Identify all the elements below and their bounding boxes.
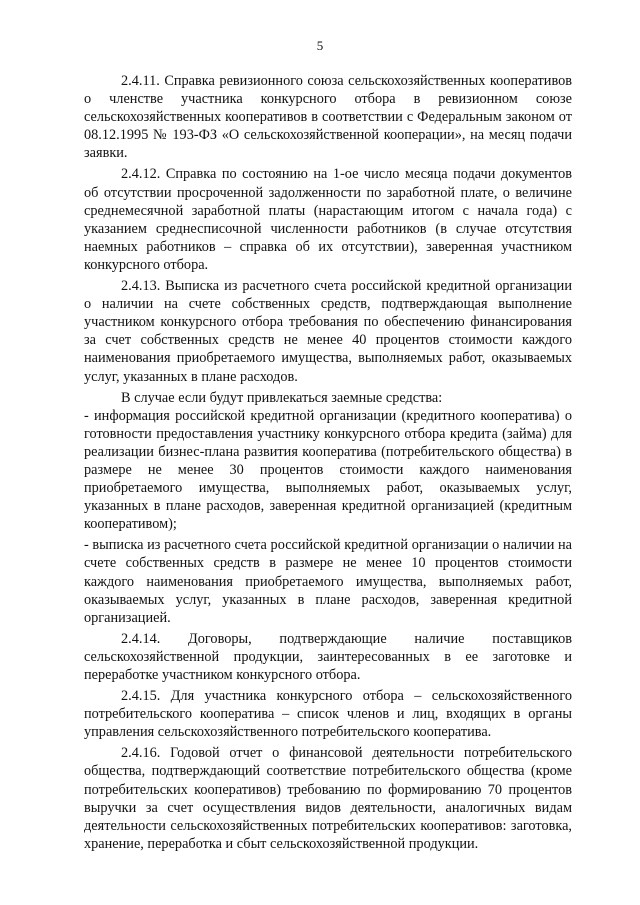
paragraph-2-4-13: 2.4.13. Выписка из расчетного счета российской кредитной организации о наличии на счете собственных средств, подтверждающая выполнение участником конкурсного отбора требования по обеспечению финансирования за счет собственных средств не менее 40 процентов стоимости каждого наименования приобретаемого имущества, выполняемых работ, оказываемых услуг, указанных в плане расходов. — [84, 278, 572, 385]
list-item-credit-info: - информация российской кредитной организации (кредитного кооператива) о готовности предоставления участнику конкурсного отбора кредита (займа) для реализации бизнес-плана развития кооператива (потребительского общества) в размере не менее 30 процентов стоимости каждого наименования приобретаемого имущества, выполняемых работ, оказываемых услуг, указанных в плане расходов, заверенная кредитной организацией (кредитным кооперативом); — [84, 407, 572, 533]
document-body — [84, 72, 572, 853]
paragraph-2-4-14: 2.4.14. Договоры, подтверждающие наличие поставщиков сельскохозяйственной продукции, заинтересованных в ее заготовке и переработке участником конкурсного отбора. — [84, 630, 572, 683]
paragraph-2-4-15: 2.4.15. Для участника конкурсного отбора – сельскохозяйственного потребительского кооператива – список членов и лиц, входящих в органы управления сельскохозяйственного потребительского кооператива. — [84, 688, 572, 741]
paragraph-2-4-12: 2.4.12. Справка по состоянию на 1-ое число месяца подачи документов об отсутствии просроченной задолженности по заработной плате, о величине среднемесячной заработной платы (нарастающим итогом с начала года) с указанием среднесписочной численности работников (в случае отсутствия наемных работников – справка об их отсутствии), заверенная участником конкурсного отбора. — [84, 166, 572, 273]
paragraph-2-4-11: 2.4.11. Справка ревизионного союза сельскохозяйственных кооперативов о членстве участника конкурсного отбора в ревизионном союзе сельскохозяйственных кооперативов в соответствии с Федеральным законом от 08.12.1995 № 193-ФЗ «О сельскохозяйственной кооперации», на месяц подачи заявки. — [84, 73, 572, 162]
list-item-account-extract: - выписка из расчетного счета российской кредитной организации о наличии на счете собственных средств в размере не менее 10 процентов стоимости каждого наименования приобретаемого имущества, выполняемых работ, оказываемых услуг, указанных в плане расходов, заверенная кредитной организацией. — [84, 537, 572, 626]
page-number: 5 — [316, 38, 324, 53]
paragraph-2-4-16: 2.4.16. Годовой отчет о финансовой деятельности потребительского общества, подтверждающий соответствие потребительского общества (кроме потребительских кооперативов) требованию по формированию 70 процентов выручки за счет осуществления видов деятельности, аналогичных видам деятельности сельскохозяйственных потребительских кооперативов: заготовка, хранение, переработка и сбыт сельскохозяйственной продукции. — [84, 745, 572, 852]
paragraph-borrowed-funds-intro: В случае если будут привлекаться заемные средства: — [121, 389, 443, 406]
